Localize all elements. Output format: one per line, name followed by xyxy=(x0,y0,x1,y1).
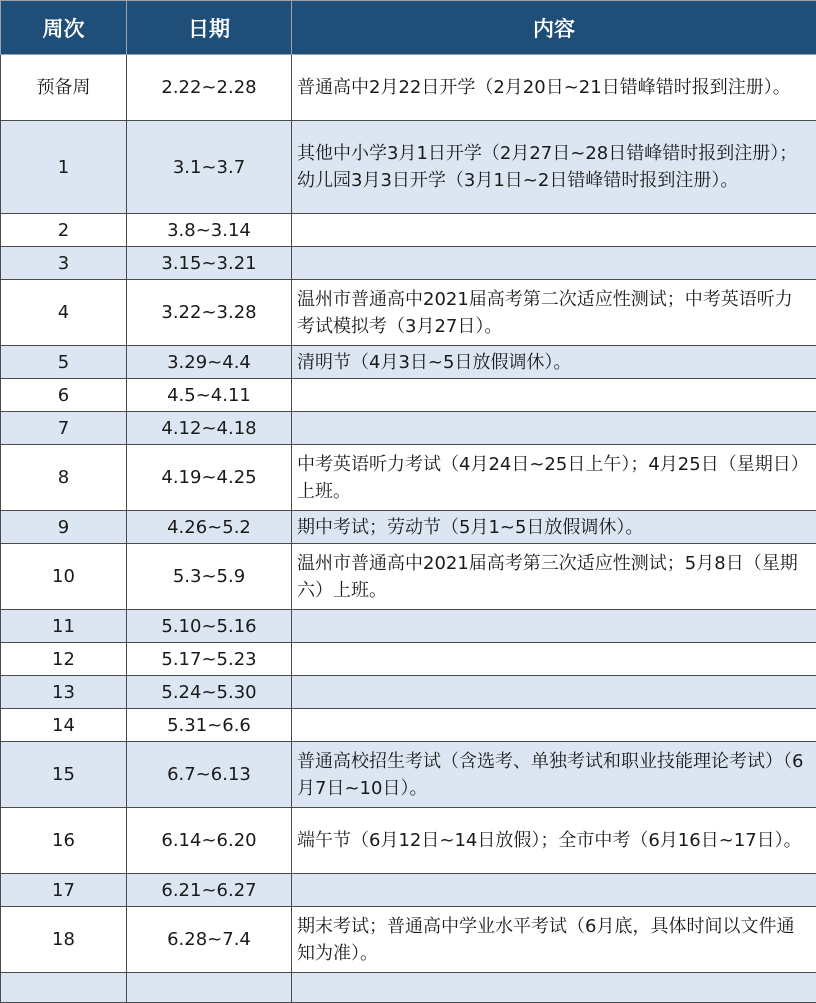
date-cell: 3.22~3.28 xyxy=(127,280,292,346)
week-cell: 15 xyxy=(1,742,127,808)
content-cell: 期末考试；普通高中学业水平考试（6月底，具体时间以文件通知为准）。 xyxy=(292,907,816,973)
content-cell xyxy=(292,412,816,445)
week-cell: 14 xyxy=(1,709,127,742)
table-row xyxy=(1,511,816,544)
header-row xyxy=(1,1,816,55)
table-row xyxy=(1,346,816,379)
week-cell: 7 xyxy=(1,412,127,445)
content-cell: 其他中小学3月1日开学（2月27日~28日错峰错时报到注册）；幼儿园3月3日开学（3月1日~2日错峰错时报到注册）。 xyxy=(292,121,816,214)
date-cell: 4.5~4.11 xyxy=(127,379,292,412)
date-cell: 6.7~6.13 xyxy=(127,742,292,808)
date-cell: 5.17~5.23 xyxy=(127,643,292,676)
date-cell: 6.21~6.27 xyxy=(127,874,292,907)
date-cell: 5.10~5.16 xyxy=(127,610,292,643)
date-cell: 3.29~4.4 xyxy=(127,346,292,379)
week-cell: 17 xyxy=(1,874,127,907)
date-cell: 5.24~5.30 xyxy=(127,676,292,709)
date-cell: 6.14~6.20 xyxy=(127,808,292,874)
table-row xyxy=(1,643,816,676)
content-cell xyxy=(292,643,816,676)
week-cell: 6 xyxy=(1,379,127,412)
content-cell xyxy=(292,973,816,1003)
content-cell: 温州市普通高中2021届高考第二次适应性测试；中考英语听力考试模拟考（3月27日）。 xyxy=(292,280,816,346)
date-cell xyxy=(127,973,292,1003)
week-cell: 1 xyxy=(1,121,127,214)
table-row-partial xyxy=(1,973,816,1003)
date-cell: 4.12~4.18 xyxy=(127,412,292,445)
content-cell xyxy=(292,874,816,907)
table-row xyxy=(1,121,816,214)
week-cell: 8 xyxy=(1,445,127,511)
header-content: 内容 xyxy=(292,1,816,55)
week-cell: 11 xyxy=(1,610,127,643)
table-row xyxy=(1,247,816,280)
table-row xyxy=(1,907,816,973)
week-cell: 2 xyxy=(1,214,127,247)
table-row xyxy=(1,379,816,412)
week-cell: 13 xyxy=(1,676,127,709)
table-row xyxy=(1,214,816,247)
content-cell xyxy=(292,214,816,247)
content-cell: 温州市普通高中2021届高考第三次适应性测试；5月8日（星期六）上班。 xyxy=(292,544,816,610)
content-cell: 中考英语听力考试（4月24日~25日上午）；4月25日（星期日）上班。 xyxy=(292,445,816,511)
date-cell: 3.8~3.14 xyxy=(127,214,292,247)
table-row xyxy=(1,55,816,121)
table-row xyxy=(1,544,816,610)
content-cell: 普通高中2月22日开学（2月20日~21日错峰错时报到注册）。 xyxy=(292,55,816,121)
content-cell xyxy=(292,379,816,412)
table-row xyxy=(1,445,816,511)
content-cell xyxy=(292,247,816,280)
week-cell: 12 xyxy=(1,643,127,676)
table-row xyxy=(1,610,816,643)
content-cell xyxy=(292,709,816,742)
week-cell: 3 xyxy=(1,247,127,280)
week-cell: 5 xyxy=(1,346,127,379)
date-cell: 3.15~3.21 xyxy=(127,247,292,280)
content-cell: 期中考试；劳动节（5月1~5日放假调休）。 xyxy=(292,511,816,544)
content-cell: 清明节（4月3日~5日放假调休）。 xyxy=(292,346,816,379)
table-row xyxy=(1,676,816,709)
table-row xyxy=(1,280,816,346)
header-week: 周次 xyxy=(1,1,127,55)
week-cell: 预备周 xyxy=(1,55,127,121)
content-cell: 端午节（6月12日~14日放假）；全市中考（6月16日~17日）。 xyxy=(292,808,816,874)
date-cell: 5.3~5.9 xyxy=(127,544,292,610)
table-row xyxy=(1,874,816,907)
date-cell: 4.19~4.25 xyxy=(127,445,292,511)
date-cell: 2.22~2.28 xyxy=(127,55,292,121)
table-row xyxy=(1,709,816,742)
date-cell: 4.26~5.2 xyxy=(127,511,292,544)
header-date: 日期 xyxy=(127,1,292,55)
table-row xyxy=(1,742,816,808)
week-cell: 9 xyxy=(1,511,127,544)
content-cell: 普通高校招生考试（含选考、单独考试和职业技能理论考试）（6月7日~10日）。 xyxy=(292,742,816,808)
date-cell: 5.31~6.6 xyxy=(127,709,292,742)
date-cell: 3.1~3.7 xyxy=(127,121,292,214)
week-cell: 10 xyxy=(1,544,127,610)
week-cell xyxy=(1,973,127,1003)
content-cell xyxy=(292,610,816,643)
table-row xyxy=(1,412,816,445)
content-cell xyxy=(292,676,816,709)
table-row xyxy=(1,808,816,874)
week-cell: 4 xyxy=(1,280,127,346)
week-cell: 16 xyxy=(1,808,127,874)
week-cell: 18 xyxy=(1,907,127,973)
date-cell: 6.28~7.4 xyxy=(127,907,292,973)
